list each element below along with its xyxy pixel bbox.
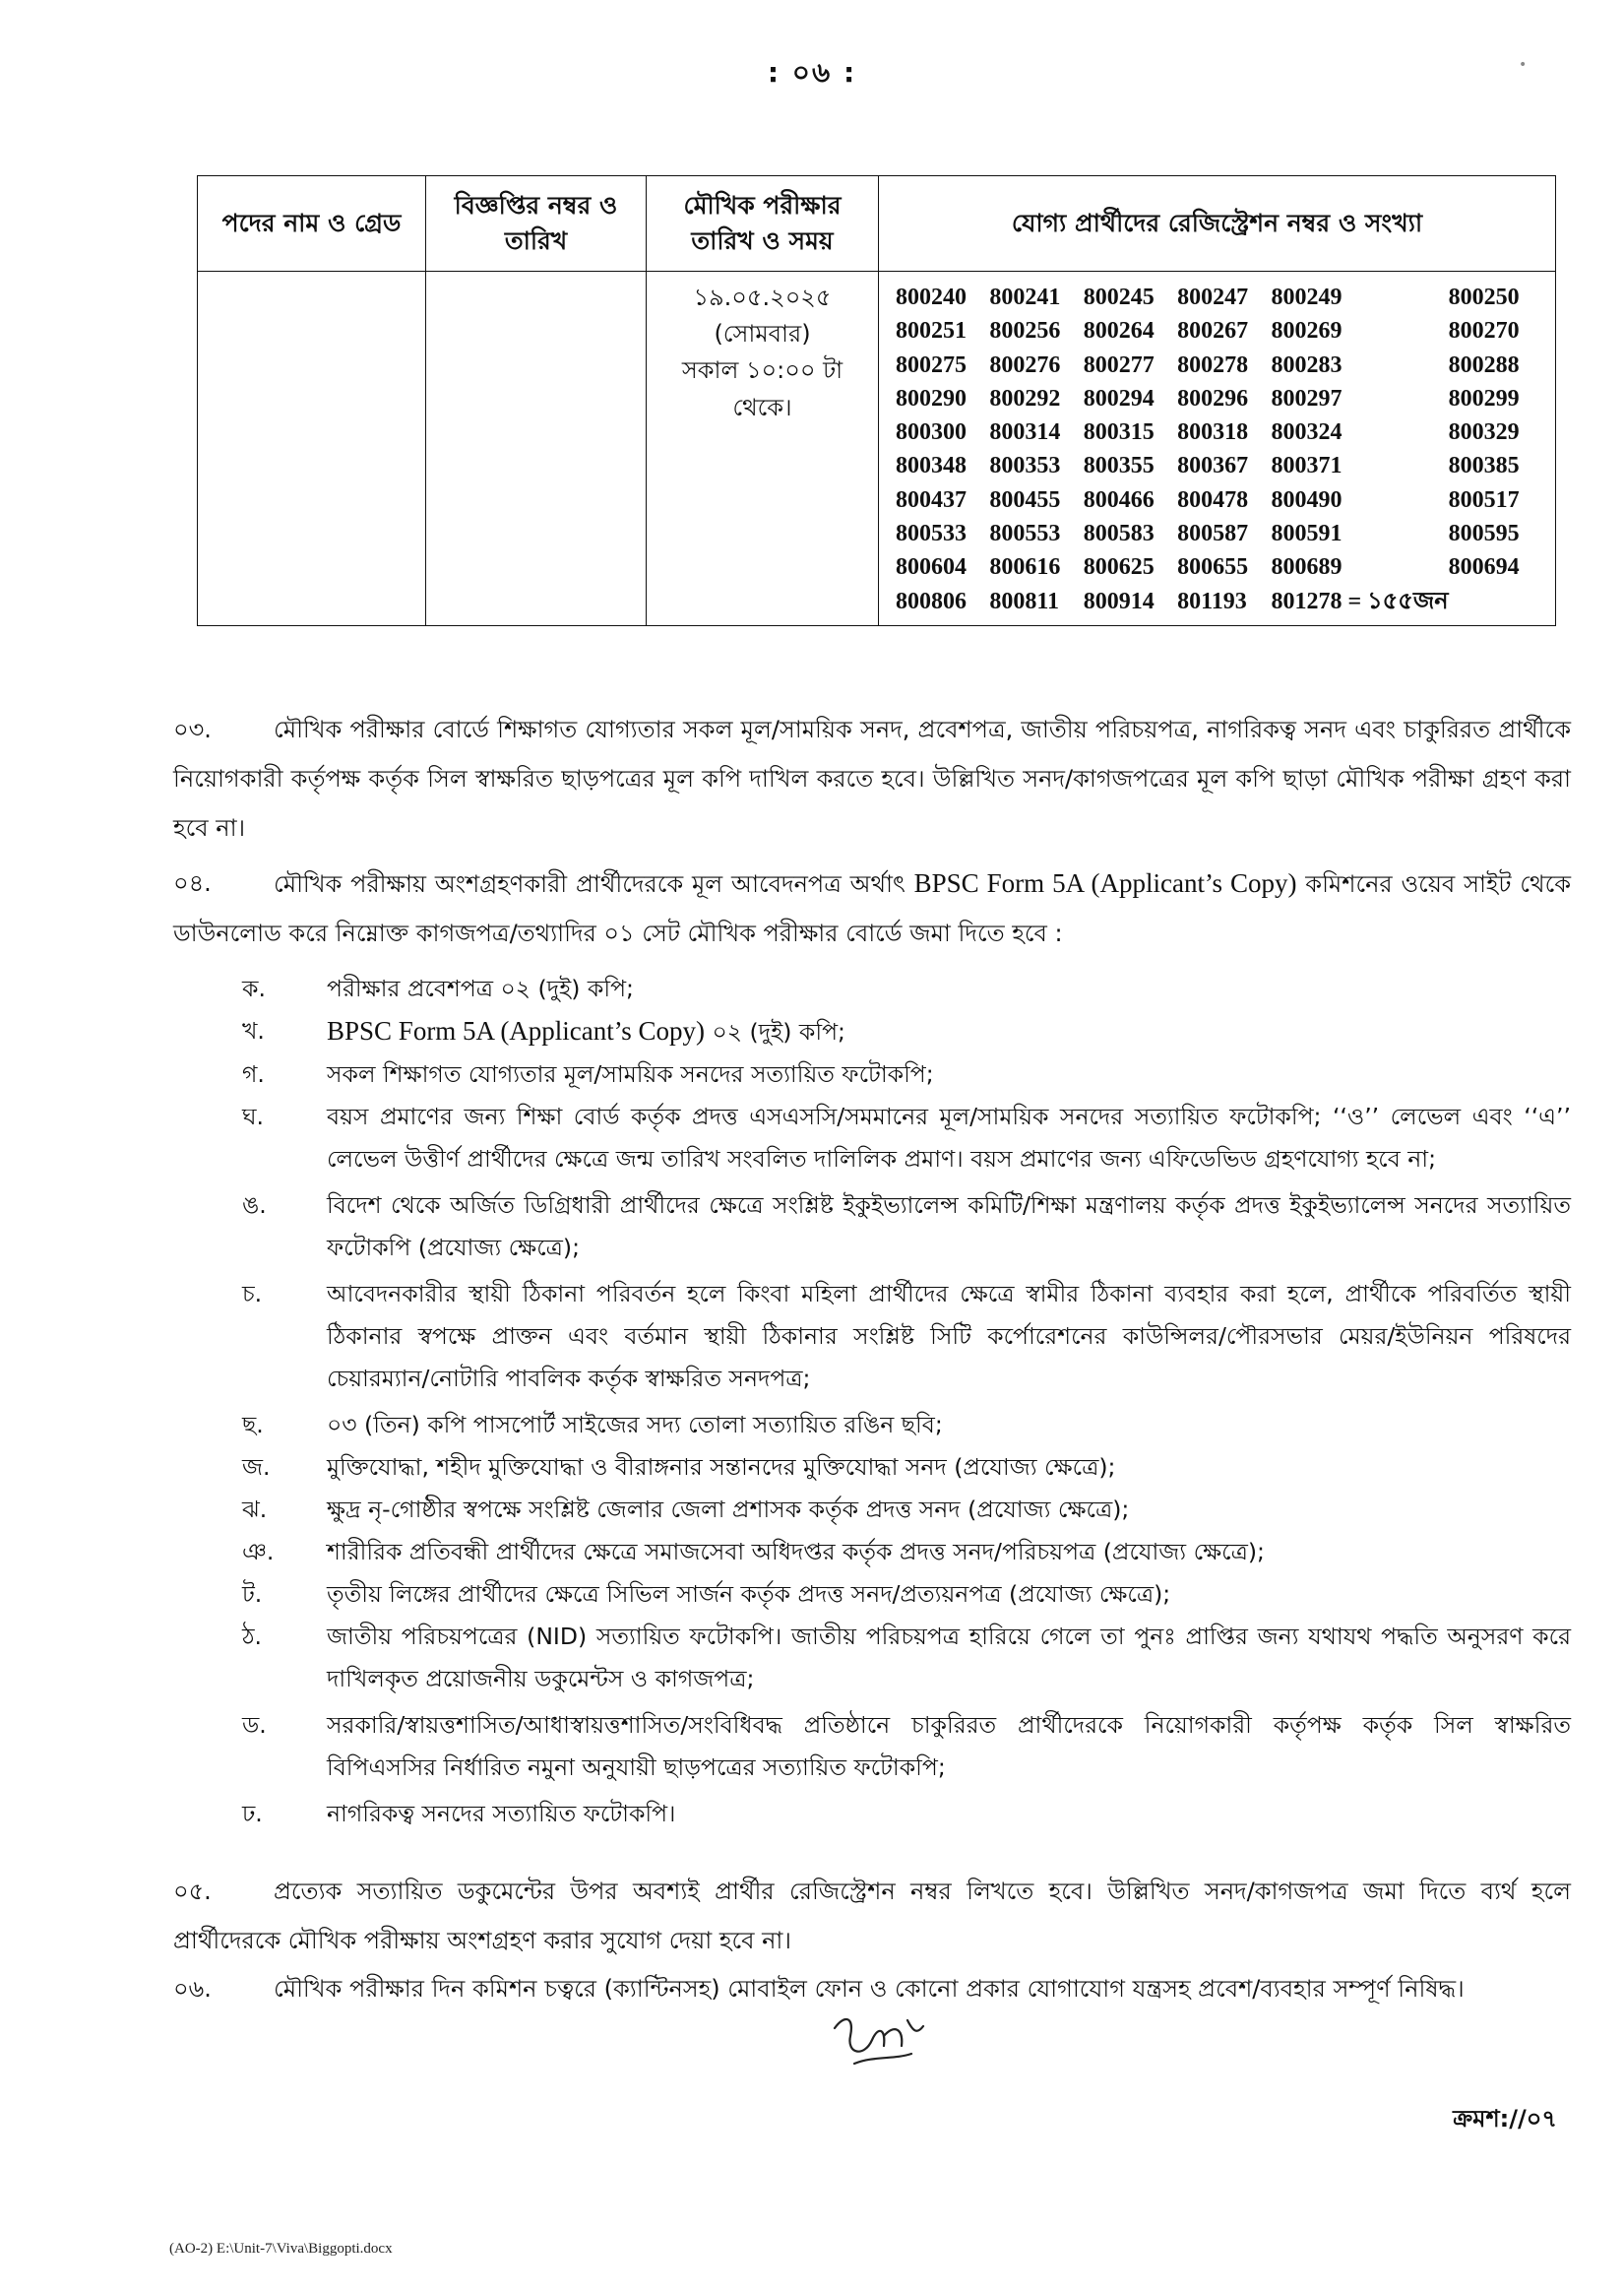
registration-number-grid — [880, 273, 1554, 618]
list-item — [173, 1010, 1571, 1053]
list-item — [173, 1184, 1571, 1269]
list-item-letter: ট. — [242, 1580, 263, 1608]
paragraph-text: মৌখিক পরীক্ষার দিন কমিশন চত্বরে (ক্যান্টিনসহ) মোবাইল ফোন ও কোনো প্রকার যোগাযোগ যন্ত্রসহ প্রবেশ/ব্যবহার সম্পূর্ণ নিষিদ্ধ। — [274, 1975, 1465, 2003]
registration-number: 800296 — [1177, 385, 1249, 412]
paragraph-text — [173, 859, 1571, 958]
list-item-letter: ঞ. — [242, 1538, 275, 1565]
registration-number: 800300 — [896, 419, 967, 446]
form-name: BPSC Form 5A (Applicant’s Copy) — [327, 1016, 706, 1046]
list-item — [173, 968, 1571, 1010]
paragraph-text-part: কমিশনের ওয়েব সাইট থেকে ডাউনলোড করে নিম্নোক্ত কাগজপত্র/তথ্যাদির ০১ সেট মৌখিক পরীক্ষার বোর্ডে জমা দিতে হবে : — [173, 870, 1572, 947]
list-item-text-part: ০২ (দুই) কপি; — [705, 1018, 845, 1046]
list-item-letter: ঙ. — [242, 1191, 267, 1219]
registration-number: 800811 — [989, 588, 1060, 614]
paragraph-text-part: মৌখিক পরীক্ষায় অংশগ্রহণকারী প্রার্থীদেরকে মূল আবেদনপত্র অর্থাৎ — [274, 870, 914, 898]
registration-table — [197, 175, 1556, 626]
continued-marker: ক্রমশ://০৭ — [1453, 2105, 1557, 2133]
registration-number: 800437 — [896, 486, 967, 513]
registration-number: 800247 — [1177, 285, 1249, 310]
form-name: BPSC Form 5A (Applicant’s Copy) — [913, 868, 1297, 898]
list-item-text — [327, 1010, 1571, 1053]
list-item-text: পরীক্ষার প্রবেশপত্র ০২ (দুই) কপি; — [327, 975, 634, 1002]
registration-number: 800288 — [1448, 351, 1520, 378]
registration-number: 800348 — [896, 453, 967, 479]
table-header-row — [198, 176, 1556, 272]
list-item-letter: ক. — [242, 975, 266, 1002]
list-item — [173, 1446, 1571, 1489]
exam-from: থেকে। — [732, 393, 792, 421]
registration-number: 800249 — [1271, 285, 1343, 310]
list-item-letter: চ. — [242, 1280, 263, 1307]
registration-number: 800250 — [1448, 285, 1520, 310]
registration-number: 800587 — [1177, 521, 1249, 547]
registration-number: 800355 — [1083, 453, 1155, 479]
registration-number: 800553 — [989, 521, 1061, 547]
header-notice-ref: বিজ্ঞপ্তির নম্বর ও তারিখ — [426, 176, 647, 272]
list-item-letter: গ. — [242, 1060, 265, 1088]
registration-number: 800264 — [1083, 318, 1155, 345]
registration-number: 801193 — [1177, 588, 1247, 614]
exam-date-cell — [647, 272, 879, 626]
registration-number: 800290 — [896, 385, 967, 412]
paragraph-text: প্রত্যেক সত্যায়িত ডকুমেন্টের উপর অবশ্যই প্রার্থীর রেজিস্ট্রেশন নম্বর লিখতে হবে। উল্লিখিত সনদ/কাগজপত্র জমা দিতে ব্যর্থ হলে প্রার্থীদেরকে মৌখিক পরীক্ষায় অংশগ্রহণ করার সুযোগ দেয়া হবে না। — [173, 1878, 1571, 1954]
list-item-letter: ড. — [242, 1711, 267, 1739]
registration-numbers-cell — [879, 272, 1556, 626]
registration-number: 800267 — [1177, 318, 1249, 345]
registration-number: 800278 — [1177, 351, 1249, 378]
registration-number: 800455 — [989, 486, 1061, 513]
list-item-letter: ছ. — [242, 1411, 264, 1438]
paragraph-number: ০৩. — [173, 716, 212, 743]
exam-day: (সোমবার) — [714, 320, 811, 349]
registration-number: 801278 = ১৫৫জন — [1271, 588, 1449, 614]
list-item-text: শারীরিক প্রতিবন্ধী প্রার্থীদের ক্ষেত্রে সমাজসেবা অধিদপ্তর কর্তৃক প্রদত্ত সনদ/পরিচয়পত্র (প্রযোজ্য ক্ষেত্রে); — [327, 1538, 1265, 1565]
registration-number: 800466 — [1083, 486, 1155, 513]
registration-number: 800294 — [1083, 385, 1155, 412]
paragraph-05 — [173, 1867, 1571, 1965]
table-row — [198, 272, 1556, 626]
registration-number: 800591 — [1271, 521, 1343, 547]
list-item-letter: ঢ. — [242, 1800, 263, 1827]
list-item-text: সরকারি/স্বায়ত্তশাসিত/আধাস্বায়ত্তশাসিত/সংবিধিবদ্ধ প্রতিষ্ঠানে চাকুরিরত প্রার্থীদেরকে নিয়োগকারী কর্তৃপক্ষ কর্তৃক সিল স্বাক্ষরিত বিপিএসসির নির্ধারিত নমুনা অনুযায়ী ছাড়পত্রের সত্যায়িত ফটোকপি; — [327, 1711, 1571, 1781]
list-item — [173, 1793, 1571, 1835]
registration-number: 800517 — [1448, 486, 1520, 513]
registration-number: 800315 — [1083, 419, 1155, 446]
registration-number: 800251 — [896, 318, 967, 345]
list-item — [173, 1531, 1571, 1573]
list-item-text: বয়স প্রমাণের জন্য শিক্ষা বোর্ড কর্তৃক প্রদত্ত এসএসসি/সমমানের মূল/সাময়িক সনদের সত্যায়িত ফটোকপি; ‘‘ও’’ লেভেল এবং ‘‘এ’’ লেভেল উত্তীর্ণ প্রার্থীদের ক্ষেত্রে জন্ম তারিখ সংবলিত দালিলিক প্রমাণ। বয়স প্রমাণের জন্য এফিডেভিড গ্রহণযোগ্য হবে না; — [327, 1103, 1571, 1173]
registration-number: 800283 — [1271, 351, 1343, 378]
list-item-text: সকল শিক্ষাগত যোগ্যতার মূল/সাময়িক সনদের সত্যায়িত ফটোকপি; — [327, 1060, 934, 1088]
registration-number: 800245 — [1083, 285, 1155, 310]
file-path-footer: (AO-2) E:\Unit-7\Viva\Biggopti.docx — [169, 2241, 393, 2257]
registration-number: 800314 — [989, 419, 1061, 446]
list-item-text: বিদেশ থেকে অর্জিত ডিগ্রিধারী প্রার্থীদের ক্ষেত্রে সংশ্লিষ্ট ইকুইভ্যালেন্স কমিটি/শিক্ষা মন্ত্রণালয় কর্তৃক প্রদত্ত ইকুইভ্যালেন্স সনদের সত্যায়িত ফটোকপি (প্রযোজ্য ক্ষেত্রে); — [327, 1191, 1571, 1261]
registration-number: 800604 — [896, 554, 967, 581]
registration-number: 800329 — [1448, 419, 1520, 446]
list-item-letter: ঠ. — [242, 1623, 263, 1650]
list-item-text: ক্ষুদ্র নৃ-গোষ্ঠীর স্বপক্ষে সংশ্লিষ্ট জেলার জেলা প্রশাসক কর্তৃক প্রদত্ত সনদ (প্রযোজ্য ক্ষেত্রে); — [327, 1496, 1130, 1523]
registration-number: 800655 — [1177, 554, 1249, 581]
notice-ref-cell — [426, 272, 647, 626]
list-item — [173, 1704, 1571, 1789]
registration-number: 800533 — [896, 521, 967, 547]
list-item-letter: ঘ. — [242, 1103, 264, 1130]
list-item — [173, 1096, 1571, 1180]
signature-mark — [825, 2006, 933, 2075]
registration-number: 800694 — [1448, 554, 1520, 581]
registration-number: 800806 — [896, 588, 967, 614]
registration-number: 800595 — [1448, 521, 1520, 547]
paragraph-number: ০৬. — [173, 1975, 212, 2003]
registration-number: 800256 — [989, 318, 1061, 345]
registration-number: 800385 — [1448, 453, 1520, 479]
registration-number: 800367 — [1177, 453, 1249, 479]
header-post-name: পদের নাম ও গ্রেড — [198, 176, 426, 272]
registration-number: 800292 — [989, 385, 1061, 412]
list-item — [173, 1404, 1571, 1446]
registration-number: 800299 — [1448, 385, 1520, 412]
page-number: : ০৬ : — [767, 56, 857, 89]
registration-number: 800297 — [1271, 385, 1343, 412]
paragraph-number: ০৫. — [173, 1878, 212, 1905]
registration-number: 800371 — [1271, 453, 1343, 479]
registration-number: 800276 — [989, 351, 1061, 378]
registration-number: 800490 — [1271, 486, 1343, 513]
paragraph-04 — [173, 859, 1571, 958]
list-item — [173, 1616, 1571, 1700]
list-item-letter: ঝ. — [242, 1496, 268, 1523]
registration-number: 800616 — [989, 554, 1061, 581]
paragraph-number: ০৪. — [173, 869, 212, 897]
header-registration-numbers: যোগ্য প্রার্থীদের রেজিস্ট্রেশন নম্বর ও সংখ্যা — [879, 176, 1556, 272]
post-name-cell — [198, 272, 426, 626]
list-item — [173, 1573, 1571, 1616]
list-item-letter: জ. — [242, 1453, 271, 1481]
registration-number: 800914 — [1083, 588, 1155, 614]
registration-number: 800583 — [1083, 521, 1155, 547]
registration-number: 800353 — [989, 453, 1061, 479]
registration-number: 800277 — [1083, 351, 1155, 378]
list-item-text: তৃতীয় লিঙ্গের প্রার্থীদের ক্ষেত্রে সিভিল সার্জন কর্তৃক প্রদত্ত সনদ/প্রত্যয়নপত্র (প্রযোজ্য ক্ষেত্রে); — [327, 1580, 1171, 1608]
list-item — [173, 1053, 1571, 1096]
registration-number: 800478 — [1177, 486, 1249, 513]
document-checklist — [173, 968, 1571, 1835]
registration-number: 800240 — [896, 285, 967, 310]
exam-time: সকাল ১০:০০ টা — [681, 356, 843, 385]
list-item-letter: খ. — [242, 1017, 265, 1045]
scan-speck: • — [1519, 57, 1528, 73]
paragraph-03 — [173, 705, 1571, 853]
list-item-text: নাগরিকত্ব সনদের সত্যায়িত ফটোকপি। — [327, 1800, 676, 1827]
registration-number: 800318 — [1177, 419, 1249, 446]
registration-number: 800269 — [1271, 318, 1343, 345]
header-exam-date: মৌখিক পরীক্ষার তারিখ ও সময় — [647, 176, 879, 272]
list-item-text: জাতীয় পরিচয়পত্রের (NID) সত্যায়িত ফটোকপি। জাতীয় পরিচয়পত্র হারিয়ে গেলে তা পুনঃ প্রাপ্তির জন্য যথাযথ পদ্ধতি অনুসরণ করে দাখিলকৃত প্রয়োজনীয় ডকুমেন্টস ও কাগজপত্র; — [327, 1623, 1571, 1692]
list-item-text: মুক্তিযোদ্ধা, শহীদ মুক্তিযোদ্ধা ও বীরাঙ্গনার সন্তানদের মুক্তিযোদ্ধা সনদ (প্রযোজ্য ক্ষেত্রে); — [327, 1453, 1116, 1481]
list-item — [173, 1273, 1571, 1400]
list-item-text: ০৩ (তিন) কপি পাসপোর্ট সাইজের সদ্য তোলা সত্যায়িত রঙিন ছবি; — [327, 1411, 943, 1438]
registration-number: 800324 — [1271, 419, 1343, 446]
registration-number: 800270 — [1448, 318, 1520, 345]
list-item-text: আবেদনকারীর স্থায়ী ঠিকানা পরিবর্তন হলে কিংবা মহিলা প্রার্থীদের ক্ষেত্রে স্বামীর ঠিকানা ব্যবহার করা হলে, প্রার্থীকে পরিবর্তিত স্থায়ী ঠিকানার স্বপক্ষে প্রাক্তন এবং বর্তমান স্থায়ী ঠিকানার সংশ্লিষ্ট সিটি কর্পোরেশনের কাউন্সিলর/পৌরসভার মেয়র/ইউনিয়ন পরিষদের চেয়ারম্যান/নোটারি পাবলিক কর্তৃক স্বাক্ষরিত সনদপত্র; — [327, 1280, 1571, 1392]
registration-number: 800689 — [1271, 554, 1343, 581]
registration-number: 800241 — [989, 285, 1061, 310]
registration-number: 800625 — [1083, 554, 1155, 581]
paragraph-text: মৌখিক পরীক্ষার বোর্ডে শিক্ষাগত যোগ্যতার সকল মূল/সাময়িক সনদ, প্রবেশপত্র, জাতীয় পরিচয়পত্র, নাগরিকত্ব সনদ এবং চাকুরিরত প্রার্থীকে নিয়োগকারী কর্তৃপক্ষ কর্তৃক সিল স্বাক্ষরিত ছাড়পত্রের মূল কপি দাখিল করতে হবে। উল্লিখিত সনদ/কাগজপত্রের মূল কপি ছাড়া মৌখিক পরীক্ষা গ্রহণ করা হবে না। — [173, 716, 1571, 842]
list-item — [173, 1489, 1571, 1531]
registration-number: 800275 — [896, 351, 967, 378]
exam-date: ১৯.০৫.২০২৫ — [693, 284, 832, 311]
